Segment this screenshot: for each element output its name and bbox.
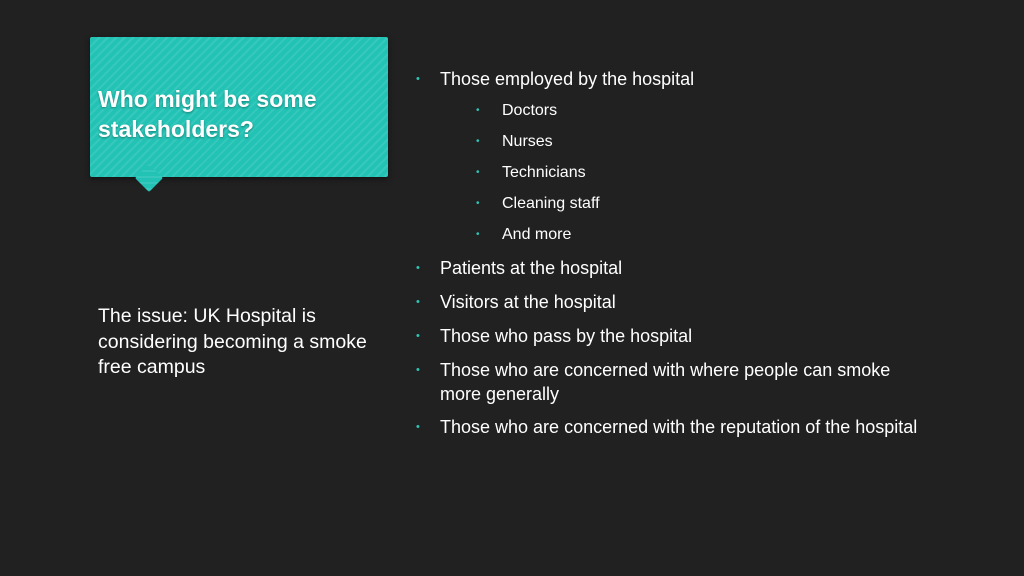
list-item-label: Those who pass by the hospital <box>440 326 693 346</box>
slide-title: Who might be some stakeholders? <box>98 86 317 142</box>
bullet-dot-icon: • <box>416 330 420 342</box>
list-item <box>416 359 920 406</box>
list-item <box>476 194 802 214</box>
list-item-label: Nurses <box>502 133 553 150</box>
bullet-dot-icon: • <box>416 421 420 433</box>
list-item-label: Doctors <box>502 102 558 119</box>
bullet-dot-icon: • <box>416 364 420 376</box>
list-item <box>416 325 920 349</box>
list-item-label: Patients at the hospital <box>440 258 623 278</box>
list-item-label: Cleaning staff <box>502 195 600 212</box>
list-item <box>416 257 920 281</box>
list-item-label: Those who are concerned with where people can smoke more generally <box>440 360 891 404</box>
bullet-dot-icon: • <box>476 229 480 240</box>
bullet-dot-icon: • <box>416 296 420 308</box>
list-item-label: Those who are concerned with the reputation of the hospital <box>440 417 918 437</box>
issue-statement: The issue: UK Hospital is considering becoming a smoke free campus <box>98 305 367 378</box>
list-item <box>476 163 802 183</box>
list-item <box>416 68 920 92</box>
list-item-label: Visitors at the hospital <box>440 292 616 312</box>
bullet-dot-icon: • <box>476 136 480 147</box>
bullet-dot-icon: • <box>416 73 420 85</box>
bullet-dot-icon: • <box>416 262 420 274</box>
list-item <box>416 416 920 440</box>
list-item <box>476 132 802 152</box>
list-item <box>476 225 802 245</box>
list-item-label: Those employed by the hospital <box>440 69 695 89</box>
bullet-dot-icon: • <box>476 167 480 178</box>
list-item <box>416 291 920 315</box>
list-item <box>476 101 802 121</box>
bullet-dot-icon: • <box>476 198 480 209</box>
list-item-label: Technicians <box>502 164 586 181</box>
bullet-dot-icon: • <box>476 105 480 116</box>
list-item-label: And more <box>502 226 572 243</box>
